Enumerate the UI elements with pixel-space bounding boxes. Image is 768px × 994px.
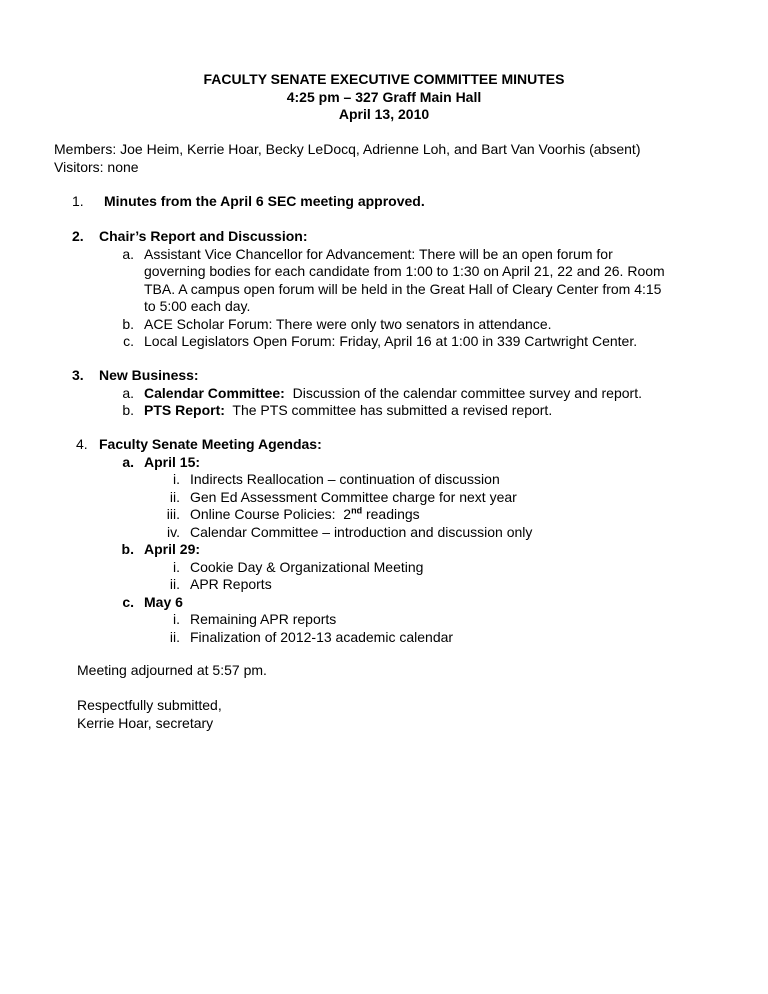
item-marker: b.: [122, 315, 134, 332]
section-number: 1.: [72, 193, 84, 209]
document-header: [0, 71, 768, 124]
attendance: [54, 141, 640, 176]
list-item-text: APR Reports: [190, 576, 272, 592]
section-1: [0, 193, 768, 211]
list-item-text: Finalization of 2012-13 academic calendar: [190, 628, 454, 645]
closing-salutation: Respectfully submitted,: [77, 697, 222, 713]
item-marker: ii.: [169, 576, 180, 592]
ordinal-suffix: nd: [351, 505, 363, 516]
list-item-text: ACE Scholar Forum: There were only two senators in attendance.: [144, 315, 552, 332]
list-item: [190, 506, 420, 524]
section-2: [0, 228, 768, 351]
list-item-text: Assistant Vice Chancellor for Advancement: There will be an open forum for: [144, 245, 613, 262]
group-label: April 29:: [144, 541, 201, 557]
list-item-text: Calendar Committee – introduction and discussion only: [190, 523, 533, 540]
item-marker: i.: [173, 471, 180, 487]
group-label: May 6: [144, 593, 183, 610]
item-label: Calendar Committee:: [144, 384, 285, 401]
item-text: Discussion of the calendar committee survey and report.: [284, 384, 642, 401]
item-marker: iv.: [167, 523, 180, 540]
visitors-line: Visitors: none: [54, 158, 139, 175]
section-number: 2.: [72, 228, 84, 244]
list-item-text: governing bodies for each candidate from 1:00 to 1:30 on April 21, 22 and 26. Room: [144, 263, 665, 279]
list-item-text: Online Course Policies: 2: [190, 506, 352, 522]
section-number: 3.: [72, 367, 84, 383]
item-text: The PTS committee has submitted a revised report.: [224, 402, 553, 418]
list-item-tail: readings: [362, 506, 420, 522]
group-label: April 15:: [144, 453, 201, 470]
item-marker: b.: [122, 402, 134, 418]
item-marker: a.: [122, 245, 134, 262]
list-item-text: Remaining APR reports: [190, 611, 337, 627]
section-4: [0, 436, 768, 646]
members-line: Members: Joe Heim, Kerrie Hoar, Becky LeDocq, Adrienne Loh, and Bart Van Voorhis (absent): [54, 141, 641, 157]
group-marker: a.: [122, 453, 134, 470]
signature-line: Kerrie Hoar, secretary: [77, 714, 214, 731]
item-marker: i.: [173, 558, 180, 575]
item-marker: c.: [123, 333, 134, 349]
meeting-date: April 13, 2010: [338, 106, 430, 122]
item-marker: ii.: [169, 488, 180, 505]
document-title: FACULTY SENATE EXECUTIVE COMMITTEE MINUTES: [203, 71, 565, 87]
item-marker: a.: [122, 384, 134, 401]
list-item: [144, 385, 642, 403]
list-item: [144, 402, 552, 420]
list-item-text: Indirects Reallocation – continuation of discussion: [190, 471, 500, 487]
section-title: Chair’s Report and Discussion:: [99, 228, 308, 244]
group-marker: c.: [122, 593, 134, 610]
list-item-text: Local Legislators Open Forum: Friday, April 16 at 1:00 in 339 Cartwright Center.: [144, 333, 638, 349]
adjourned-note: Meeting adjourned at 5:57 pm.: [77, 662, 267, 678]
list-item-text: TBA. A campus open forum will be held in the Great Hall of Cleary Center from 4:15: [144, 280, 662, 297]
section-title: Minutes from the April 6 SEC meeting approved.: [104, 193, 425, 209]
item-label: PTS Report:: [144, 402, 225, 418]
group-marker: b.: [121, 541, 134, 557]
item-marker: iii.: [166, 506, 180, 522]
list-item-text: Cookie Day & Organizational Meeting: [190, 558, 424, 575]
section-number: 4.: [76, 436, 88, 452]
list-item-text: to 5:00 each day.: [144, 298, 251, 314]
list-item-text: Gen Ed Assessment Committee charge for next year: [190, 488, 517, 505]
section-3: [0, 367, 768, 420]
item-marker: ii.: [169, 628, 180, 645]
item-marker: i.: [173, 611, 180, 627]
section-title: New Business:: [99, 367, 199, 383]
meeting-time-location: 4:25 pm – 327 Graff Main Hall: [286, 88, 482, 105]
section-title: Faculty Senate Meeting Agendas:: [99, 436, 322, 452]
